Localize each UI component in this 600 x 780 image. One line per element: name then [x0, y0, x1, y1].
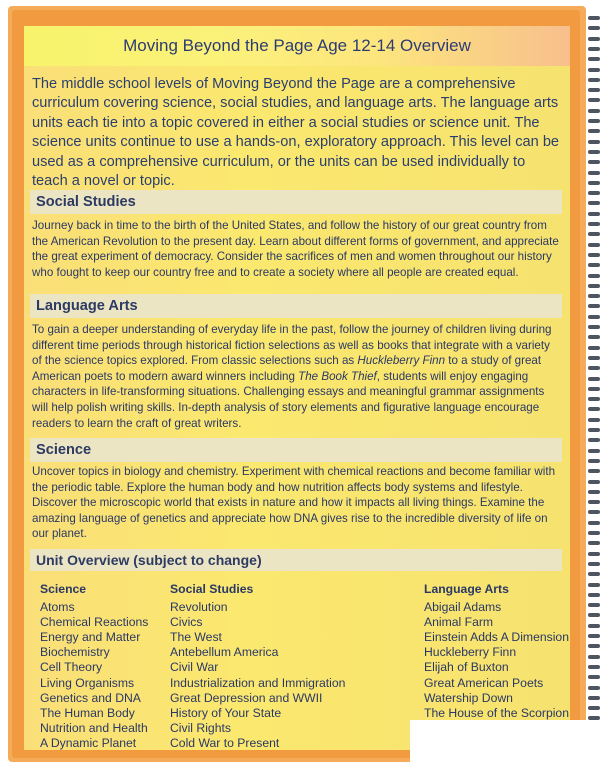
binding-coil: [588, 119, 600, 123]
book-title-huckleberry: Huckleberry Finn: [357, 354, 446, 368]
binding-coil: [588, 480, 600, 484]
unit-item: Chemical Reactions: [40, 615, 149, 630]
binding-coil: [588, 16, 600, 20]
binding-coil: [588, 562, 600, 566]
binding-coil: [588, 510, 600, 514]
binding-coil: [588, 37, 600, 41]
social-studies-heading: Social Studies: [30, 190, 562, 214]
language-arts-text-2: to a study of great American poets to modern award winners including: [32, 354, 542, 383]
unit-item: Elijah of Buxton: [424, 660, 509, 675]
binding-coil: [588, 212, 600, 216]
unit-item: Revolution: [170, 600, 228, 615]
unit-item: History of Your State: [170, 705, 282, 720]
title-banner: [24, 26, 570, 66]
binding-coil: [588, 57, 600, 61]
binding-coil: [588, 160, 600, 164]
unit-item: Abigail Adams: [424, 600, 502, 615]
binding-coil: [588, 613, 600, 617]
unit-item: A Dynamic Planet: [40, 735, 137, 750]
binding-coil: [588, 377, 600, 381]
binding-coil: [588, 304, 600, 308]
unit-item: Industrialization and Immigration: [170, 675, 346, 690]
unit-item: Civics: [170, 615, 203, 630]
binding-coil: [588, 129, 600, 133]
unit-item: Animal Farm: [424, 615, 494, 630]
language-arts-paragraph: [32, 322, 562, 431]
science-paragraph: Uncover topics in biology and chemistry. Experiment with chemical reactions and become familiar with the periodic table. Explore the human body and how nutrition affects body systems and lifestyle. Discover the microscopic world that exists in nature and how it impacts all living things. Examine the amazing language of genetics and appreciate how DNA gives rise to the incredible diversity of life on our planet.: [32, 465, 556, 541]
binding-coil: [588, 655, 600, 659]
binding-coil: [588, 593, 600, 597]
binding-coil: [588, 201, 600, 205]
unit-item: The Human Body: [40, 705, 135, 720]
binding-coil: [588, 171, 600, 175]
binding-coil: [588, 191, 600, 195]
binding-coil: [588, 26, 600, 30]
book-title-book-thief: The Book Thief: [298, 369, 377, 383]
binding-coil: [588, 222, 600, 226]
binding-coil: [588, 366, 600, 370]
science-column-header: Science: [40, 582, 87, 596]
unit-item: Genetics and DNA: [40, 690, 141, 705]
language-arts-column-header: Language Arts: [424, 582, 509, 596]
unit-item: The West: [170, 630, 222, 645]
binding-coil: [588, 418, 600, 422]
unit-item: Great American Poets: [424, 675, 544, 690]
unit-item: Cell Theory: [40, 660, 103, 675]
unit-item: Antebellum America: [170, 645, 279, 660]
unit-item: Watership Down: [424, 690, 513, 705]
binding-coil: [588, 181, 600, 185]
social-studies-units-column: [170, 582, 345, 751]
social-studies-column-header: Social Studies: [170, 582, 254, 596]
binding-coil: [588, 583, 600, 587]
binding-coil: [588, 325, 600, 329]
binding-coil: [588, 140, 600, 144]
language-arts-heading: Language Arts: [30, 294, 562, 318]
binding-coil: [588, 531, 600, 535]
binding-coil: [588, 572, 600, 576]
binding-coil: [588, 284, 600, 288]
unit-item: Great Depression and WWII: [170, 690, 323, 705]
binding-coil: [588, 243, 600, 247]
spiral-binding: [586, 0, 600, 780]
unit-overview-heading: Unit Overview (subject to change): [30, 549, 562, 571]
unit-item: Einstein Adds A Dimension: [424, 630, 569, 645]
binding-coil: [588, 387, 600, 391]
binding-coil: [588, 459, 600, 463]
binding-coil: [588, 407, 600, 411]
unit-item: Civil War: [170, 660, 219, 675]
binding-coil: [588, 696, 600, 700]
binding-coil: [588, 469, 600, 473]
binding-coil: [588, 68, 600, 72]
binding-coil: [588, 253, 600, 257]
binding-coil: [588, 603, 600, 607]
science-units-column: [40, 582, 148, 751]
binding-coil: [588, 706, 600, 710]
binding-coil: [588, 500, 600, 504]
intro-paragraph: The middle school levels of Moving Beyond the Page are a comprehensive curriculum covering science, social studies, and language arts. The language arts units each tie into a topic covered in either a social studies or science unit. The science units continue to use a hands-on, exploratory approach. This level can be used as a comprehensive curriculum, or the units can be used individually to teach a novel or topic.: [32, 76, 560, 190]
science-heading: Science: [30, 438, 562, 462]
binding-coil: [588, 88, 600, 92]
binding-coil: [588, 490, 600, 494]
social-studies-paragraph: Journey back in time to the birth of the United States, and follow the history of our great country from the American Revolution to the present day. Learn about different forms of government, and appreciate the great experiment of democracy. Consider the sacrifices of men and women throughout our history who fought to keep our country free and to create a society where all people are created equal.: [32, 219, 559, 279]
unit-item: Biochemistry: [40, 645, 110, 660]
overview-page: [24, 26, 570, 750]
binding-coil: [588, 294, 600, 298]
binding-coil: [588, 675, 600, 679]
page-title: Moving Beyond the Page Age 12-14 Overview: [123, 36, 471, 55]
binding-coil: [588, 449, 600, 453]
unit-item: Cold War to Present: [170, 735, 280, 750]
unit-item: Civil Rights: [170, 720, 231, 735]
binding-coil: [588, 428, 600, 432]
binding-coil: [588, 438, 600, 442]
binding-coil: [588, 397, 600, 401]
binding-coil: [588, 665, 600, 669]
unit-item: Energy and Matter: [40, 630, 141, 645]
language-arts-text-3: , students will enjoy engaging characters in life-transforming situations. Challenging essays and meaningful grammar assignments will help polish writing skills. In-depth analysis of story elements and figurative language encourage readers to learn the craft of great writers.: [32, 369, 545, 430]
binding-coil: [588, 78, 600, 82]
binding-coil: [588, 109, 600, 113]
binding-coil: [588, 521, 600, 525]
unit-item: Nutrition and Health: [40, 720, 148, 735]
binding-coil: [588, 624, 600, 628]
binding-coil: [588, 552, 600, 556]
binding-coil: [588, 150, 600, 154]
unit-item: Atoms: [40, 600, 75, 615]
binding-coil: [588, 263, 600, 267]
binding-coil: [588, 686, 600, 690]
language-arts-units-column: [424, 582, 569, 736]
binding-coil: [588, 644, 600, 648]
obscured-corner: [410, 720, 600, 780]
binding-coil: [588, 47, 600, 51]
unit-item: Huckleberry Finn: [424, 645, 517, 660]
binding-coil: [588, 274, 600, 278]
binding-coil: [588, 634, 600, 638]
binding-coil: [588, 335, 600, 339]
binding-coil: [588, 346, 600, 350]
unit-item: Living Organisms: [40, 675, 135, 690]
language-arts-text-1: To gain a deeper understanding of everyday life in the past, follow the journey of children living during different time periods through historical fiction selections as well as books that integrate with a variety of the science topics explored. From classic selections such as: [32, 323, 552, 368]
binding-coil: [588, 315, 600, 319]
unit-item: The House of the Scorpion: [424, 705, 569, 720]
binding-coil: [588, 356, 600, 360]
binding-coil: [588, 232, 600, 236]
binding-coil: [588, 98, 600, 102]
binding-coil: [588, 541, 600, 545]
